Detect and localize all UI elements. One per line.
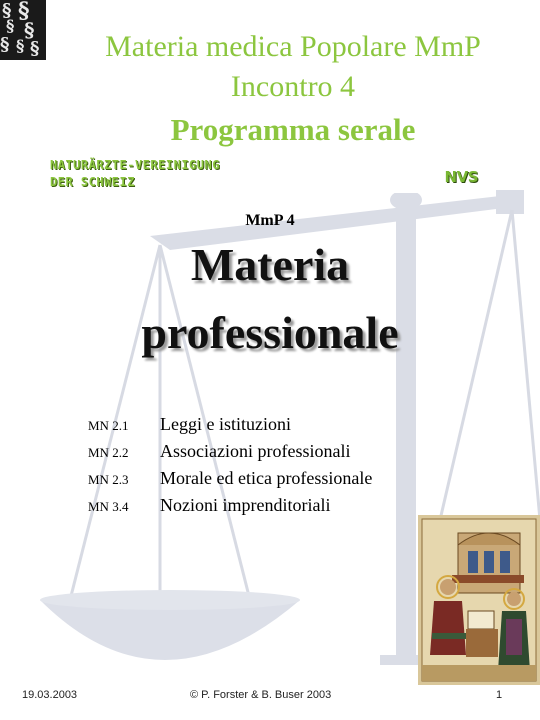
main-heading-line2: professionale [141,307,399,358]
footer-page-number: 1 [496,689,503,701]
main-heading-line1: Materia [190,239,350,290]
organization-name-line2: DER SCHWEIZ [50,175,135,189]
footer-copyright: © P. Forster & B. Buser 2003 [190,689,332,701]
topic-code: MN 3.4 [88,499,129,514]
title-line-2: Incontro 4 [230,70,356,103]
title-line-1: Materia medica Popolare MmP [105,30,481,63]
topic-code: MN 2.3 [88,472,129,487]
organization-acronym: NVS [444,168,478,186]
topic-label: Leggi e istituzioni [160,414,291,434]
topic-label: Associazioni professionali [160,441,351,461]
medieval-painting-image [418,515,540,685]
topic-label: Nozioni imprenditoriali [160,495,331,515]
topic-label: Morale ed etica professionale [160,468,373,488]
module-label: MmP 4 [245,212,295,229]
organization-name-line1: NATURÄRZTE-VEREINIGUNG [50,158,220,172]
organization-banner [46,155,486,193]
topic-code: MN 2.1 [88,418,129,433]
section-sign-logo: § § § § § § § [0,0,46,60]
title-line-3: Programma serale [170,112,416,147]
topic-code: MN 2.2 [88,445,129,460]
footer-date: 19.03.2003 [22,689,78,701]
